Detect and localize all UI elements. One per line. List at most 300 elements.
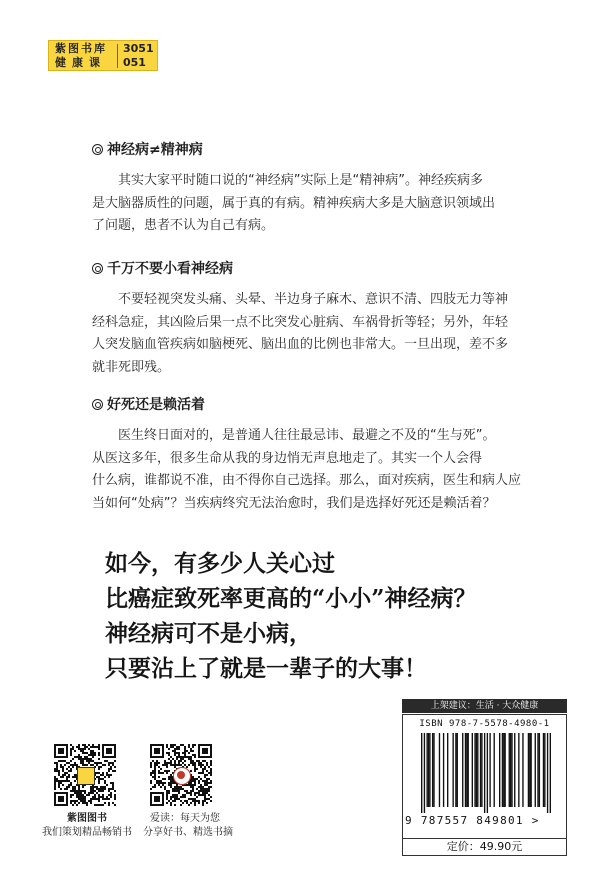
qr-module [62,770,64,772]
double-circle-icon [92,144,103,155]
qr-module [106,772,108,774]
qr-module [80,756,82,758]
qr-module [94,754,96,756]
qr-module [190,758,192,760]
qr-module [202,768,204,770]
qr-module [174,762,176,764]
qr-module [188,752,190,754]
qr-module [194,762,196,764]
qr-module [184,760,186,762]
qr-module [176,798,178,800]
qr-module [174,798,176,800]
qr-module [106,784,108,786]
barcode-bar [452,733,453,807]
barcode-bar [474,733,475,807]
qr-module [174,804,176,806]
qr-module [176,746,178,748]
qr-module [160,772,162,774]
qr-module [154,772,156,774]
qr-module [178,762,180,764]
qr-module [94,794,96,796]
qr-module [154,774,156,776]
qr-module [192,790,194,792]
qr-module [82,764,84,766]
qr-module [196,796,198,798]
qr-module [172,800,174,802]
qr-module [188,792,190,794]
qr-module [92,798,94,800]
qr-module [72,758,74,760]
qr-module [114,804,116,806]
qr-module [168,762,170,764]
qr-module [200,788,202,790]
qr-module [74,750,76,752]
qr-module [92,750,94,752]
qr-module [194,744,196,746]
qr-module [98,772,100,774]
qr-module [70,790,72,792]
qr-module [76,796,78,798]
qr-module [84,746,86,748]
qr-module [72,800,74,802]
qr-module [204,784,206,786]
qr-module [68,762,70,764]
qr-module [150,782,152,784]
qr-module [86,760,88,762]
qr-module [114,796,116,798]
series-code-2: 051 [123,56,146,69]
qr-module [98,754,100,756]
qr-module [54,778,56,780]
qr-module [176,752,178,754]
qr-module [66,768,68,770]
qr-module [90,746,92,748]
qr-module [150,772,152,774]
qr-module [156,782,158,784]
qr-module [182,756,184,758]
qr-module [186,800,188,802]
qr-module [150,788,152,790]
qr-module [172,764,174,766]
qr-module [210,760,212,762]
qr-module [108,768,110,770]
qr-module [166,764,168,766]
qr-module [154,762,156,764]
qr-module [110,766,112,768]
section-paragraph-1 [92,170,510,238]
qr-module [94,746,96,748]
qr-module [84,752,86,754]
qr-module [92,792,94,794]
qr-module [88,794,90,796]
qr-module [168,782,170,784]
qr-module [158,766,160,768]
qr-module [196,792,198,794]
qr-module [210,774,212,776]
barcode-bar [529,733,530,807]
qr-module [98,780,100,782]
qr-module [54,782,56,784]
qr-module [200,778,202,780]
qr-module [174,760,176,762]
qr-module [82,744,84,746]
qr-module [94,752,96,754]
qr-module [108,770,110,772]
qr-module [192,778,194,780]
section-paragraph-2 [92,289,510,379]
barcode-bar [539,733,540,807]
qr-module [74,764,76,766]
qr-left-title: 紫图图书 [67,813,107,824]
qr-module [58,796,64,802]
qr-module [98,766,100,768]
qr-module [164,782,166,784]
qr-module [70,770,72,772]
qr-module [58,782,60,784]
qr-module [206,798,208,800]
qr-module [86,794,88,796]
qr-module [60,780,62,782]
qr-module [86,804,88,806]
qr-module [82,794,84,796]
qr-module [180,786,182,788]
qr-module [58,760,60,762]
qr-module [56,766,58,768]
qr-module [76,764,78,766]
qr-module [108,802,110,804]
qr-module [76,756,78,758]
qr-module [210,786,212,788]
qr-module [88,754,90,756]
qr-module [98,788,100,790]
barcode-bar [433,733,434,807]
qr-module [198,790,200,792]
qr-module [98,798,100,800]
qr-module [204,760,206,762]
qr-module [182,802,184,804]
qr-module [154,748,160,754]
qr-module [70,802,72,804]
qr-module [96,788,98,790]
qr-module [106,796,108,798]
qr-module [192,780,194,782]
qr-module [88,792,90,794]
qr-module [184,796,186,798]
qr-module [68,786,70,788]
qr-module [96,776,98,778]
qr-module [114,770,116,772]
qr-module [62,760,64,762]
qr-module [100,766,102,768]
qr-module [98,748,100,750]
qr-module [60,766,62,768]
qr-module [184,752,186,754]
qr-module [168,800,170,802]
qr-module [68,784,70,786]
qr-module [56,778,58,780]
qr-module [98,790,100,792]
qr-module [78,754,80,756]
qr-module [200,764,202,766]
qr-module [54,784,56,786]
qr-module [180,756,182,758]
barcode-bar [494,733,495,807]
qr-module [172,796,174,798]
qr-module [192,784,194,786]
barcode-bar [439,733,440,807]
qr-module [178,760,180,762]
qr-module [104,788,106,790]
qr-module [168,784,170,786]
qr-module [158,780,160,782]
qr-code-aidu[interactable] [150,744,212,806]
qr-module [164,788,166,790]
price-label: 定价：49.90元 [402,839,567,856]
qr-module [208,798,210,800]
qr-module [84,744,86,746]
qr-module [80,798,82,800]
qr-module [80,800,82,802]
barcode-bar [443,733,444,807]
qr-module [210,768,212,770]
barcode-bar [429,733,430,807]
barcode-bar [509,733,510,807]
qr-module [64,788,66,790]
qr-module [204,776,206,778]
qr-module [200,766,202,768]
slogan-line: 比癌症致死率更高的“小小”神经病？ [105,585,477,612]
qr-module [178,792,180,794]
qr-module [190,784,192,786]
qr-module [56,764,58,766]
qr-module [196,760,198,762]
qr-module [180,796,182,798]
qr-module [172,746,174,748]
qr-module [102,788,104,790]
qr-module [210,772,212,774]
qr-module [154,786,156,788]
paragraph-line: 人突发脑血管疾病如脑梗死、脑出血的比例也非常大。一旦出现，差不多 [92,337,509,352]
qr-module [206,790,208,792]
qr-module [210,796,212,798]
barcode-bar [511,733,512,807]
qr-module [194,798,196,800]
qr-module [150,774,152,776]
qr-module [198,764,200,766]
qr-module [84,748,86,750]
qr-module [190,782,192,784]
qr-module [112,770,114,772]
qr-module [72,748,74,750]
barcode-bar [489,733,490,807]
qr-module [82,762,84,764]
qr-module [170,764,172,766]
qr-module [166,790,168,792]
qr-module [204,768,206,770]
qr-module [170,774,172,776]
qr-module [170,796,172,798]
qr-module [208,790,210,792]
qr-module [162,784,164,786]
qr-module [80,758,82,760]
qr-module [152,760,154,762]
qr-module [184,754,186,756]
qr-module [154,796,160,802]
qr-module [166,770,168,772]
qr-module [176,786,178,788]
qr-module [190,794,192,796]
qr-module [108,804,110,806]
qr-module [202,786,204,788]
qr-module [206,784,208,786]
qr-module [102,774,104,776]
qr-module [200,762,202,764]
qr-module [194,764,196,766]
qr-module [62,768,64,770]
qr-module [156,764,158,766]
qr-module [54,768,56,770]
qr-code-zitu[interactable] [54,744,116,806]
qr-module [172,758,174,760]
qr-module [198,794,200,796]
qr-module [114,760,116,762]
qr-module [68,770,70,772]
qr-module [74,776,76,778]
qr-module [78,790,80,792]
qr-module [190,792,192,794]
double-circle-icon [92,263,103,274]
qr-module [154,764,156,766]
qr-module [104,798,106,800]
qr-module [100,804,102,806]
qr-module [60,788,62,790]
qr-module [70,800,72,802]
qr-module [62,774,64,776]
qr-module [72,790,74,792]
qr-module [206,774,208,776]
qr-module [200,772,202,774]
qr-module [74,792,76,794]
section-paragraph-3 [92,425,522,515]
qr-module [102,764,104,766]
qr-module [198,792,200,794]
qr-module [200,794,202,796]
qr-module [188,798,190,800]
barcode-bar [477,733,478,807]
qr-module [110,762,112,764]
qr-module [174,748,176,750]
qr-module [94,796,96,798]
qr-module [80,748,82,750]
qr-module [92,786,94,788]
qr-module [176,794,178,796]
qr-module [194,768,196,770]
qr-module [84,764,86,766]
paragraph-line: 从医这多年，很多生命从我的身边悄无声息地走了。其实一个人会得 [92,450,483,466]
qr-module [104,780,106,782]
qr-module [186,792,188,794]
qr-module [106,798,108,800]
qr-module [178,752,180,754]
section-heading-text: 千万不要小看神经病 [107,261,233,277]
qr-module [80,794,82,796]
barcode-bar [535,733,536,807]
qr-module [56,768,58,770]
qr-module [64,780,66,782]
qr-module [210,782,212,784]
qr-module [168,776,170,778]
barcode-bar [468,733,469,807]
qr-module [170,746,172,748]
qr-module [72,766,74,768]
qr-module [84,758,86,760]
qr-module [150,766,152,768]
qr-module [178,756,180,758]
qr-module [176,790,178,792]
qr-module [164,760,166,762]
qr-module [94,790,96,792]
qr-module [114,790,116,792]
qr-module [68,776,70,778]
qr-module [60,764,62,766]
qr-module [82,752,84,754]
qr-module [170,798,172,800]
barcode-bar [514,733,515,807]
qr-module [108,790,110,792]
qr-module [208,788,210,790]
qr-module [98,776,100,778]
qr-module [96,798,98,800]
barcode-bar [537,733,538,807]
qr-module [198,762,200,764]
qr-module [158,782,160,784]
qr-module [166,802,168,804]
zitu-logo-icon [77,767,95,785]
qr-module [162,778,164,780]
qr-module [70,794,72,796]
qr-module [56,780,58,782]
qr-module [208,786,210,788]
cover-slogan [105,546,476,686]
qr-module [204,794,206,796]
barcode-bar [426,733,427,807]
qr-module [90,764,92,766]
qr-module [190,780,192,782]
slogan-line: 只要沾上了就是一辈子的大事！ [105,655,427,682]
qr-module [92,790,94,792]
qr-module [66,788,68,790]
qr-module [80,792,82,794]
qr-module [102,786,104,788]
barcode-bar [481,733,482,807]
qr-module [72,746,74,748]
qr-module [156,780,158,782]
qr-module [208,772,210,774]
qr-module [206,780,208,782]
qr-module [162,764,164,766]
qr-module [112,802,114,804]
qr-module [78,748,80,750]
qr-left-subtitle: 我们策划精品畅销书 [42,827,132,838]
qr-module [58,784,60,786]
qr-module [94,798,96,800]
qr-module [84,798,86,800]
qr-module [98,800,100,802]
barcode-bar [462,733,463,807]
qr-module [170,780,172,782]
qr-module [84,802,86,804]
qr-module [204,774,206,776]
